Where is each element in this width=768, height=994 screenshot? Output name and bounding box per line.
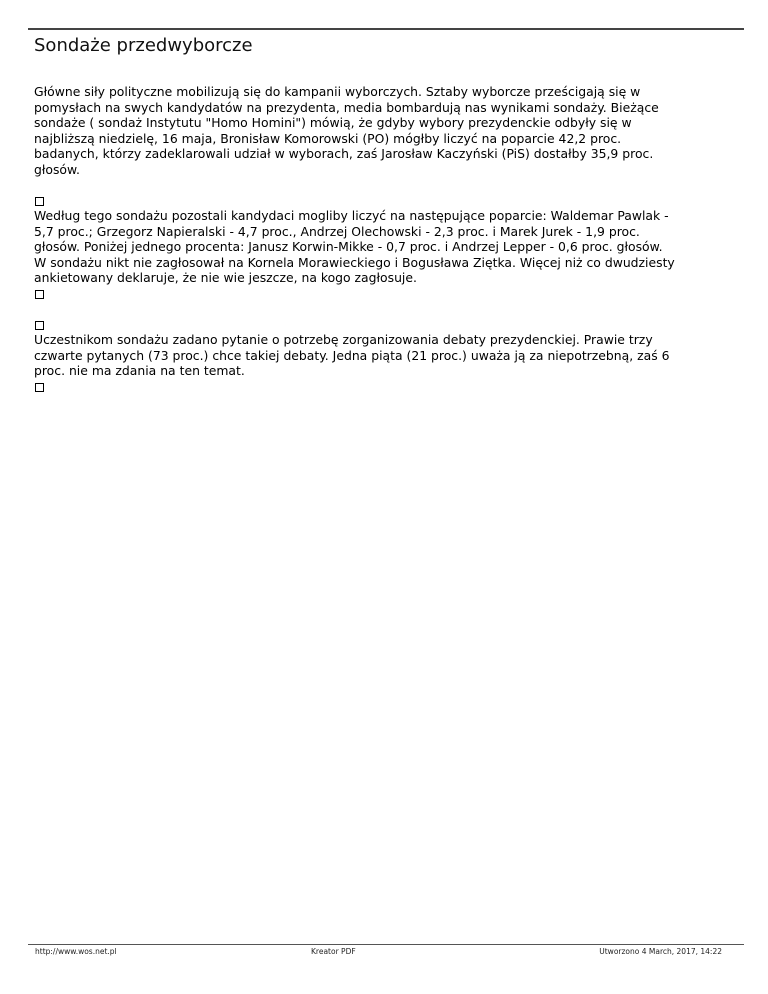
missing-glyph-box-icon [34,317,734,333]
text-line: badanych, którzy zadeklarowali udział w wyborach, zaś Jarosław Kaczyński (PiS) dostałby 35,9 proc. [34,146,654,161]
footer-url: http://www.wos.net.pl [35,947,117,956]
text-line: Główne siły polityczne mobilizują się do kampanii wyborczych. Sztaby wyborcze prześcigają się w [34,84,641,99]
text-line: najbliższą niedzielę, 16 maja, Bronisław Komorowski (PO) mógłby liczyć na poparcie 42,2 proc. [34,130,622,146]
box-glyph-icon [35,321,44,330]
text-line: ankietowany deklaruje, że nie wie jeszcze, na kogo zagłosuje. [34,270,417,285]
header-rule [28,28,744,30]
article-body [34,84,734,394]
page-title: Sondaże przedwyborcze [34,35,253,56]
text-line: głosów. [34,161,80,177]
missing-glyph-box-icon [34,379,734,395]
missing-glyph-box-icon [34,286,734,302]
missing-glyph-box-icon [34,193,734,209]
text-line: pomysłach na swych kandydatów na prezydenta, media bombardują nas wynikami sondaży. Bieżące [34,99,659,115]
text-line: Uczestnikom sondażu zadano pytanie o potrzebę zorganizowania debaty prezydenckiej. Prawie trzy [34,332,653,347]
text-line: Według tego sondażu pozostali kandydaci mogliby liczyć na następujące poparcie: Waldemar Pawlak - [34,208,669,223]
paragraph-spacer [34,301,734,317]
footer-created-date: Utworzono 4 March, 2017, 14:22 [599,947,722,956]
text-line: głosów. Poniżej jednego procenta: Janusz Korwin-Mikke - 0,7 proc. i Andrzej Lepper - 0,6 proc. głosów. [34,239,663,254]
text-line: czwarte pytanych (73 proc.) chce takiej debaty. Jedna piąta (21 proc.) uważa ją za niepotrzebną, zaś 6 [34,347,670,363]
box-glyph-icon [35,383,44,392]
text-line: 5,7 proc.; Grzegorz Napieralski - 4,7 proc., Andrzej Olechowski - 2,3 proc. i Marek Jurek - 1,9 proc. [34,223,640,239]
box-glyph-icon [35,197,44,206]
text-line: proc. nie ma zdania na ten temat. [34,363,245,378]
footer-generator: Kreator PDF [311,947,356,956]
paragraph-candidates [34,208,734,286]
text-line: sondaże ( sondaż Instytutu "Homo Homini") mówią, że gdyby wybory prezydenckie odbyły się w [34,115,632,130]
paragraph-spacer [34,177,734,193]
paragraph-intro [34,84,734,177]
paragraph-debate [34,332,734,379]
text-line: W sondażu nikt nie zagłosował na Kornela Morawieckiego i Bogusława Ziętka. Więcej niż co dwudziesty [34,254,675,270]
box-glyph-icon [35,290,44,299]
footer-rule [28,944,744,945]
